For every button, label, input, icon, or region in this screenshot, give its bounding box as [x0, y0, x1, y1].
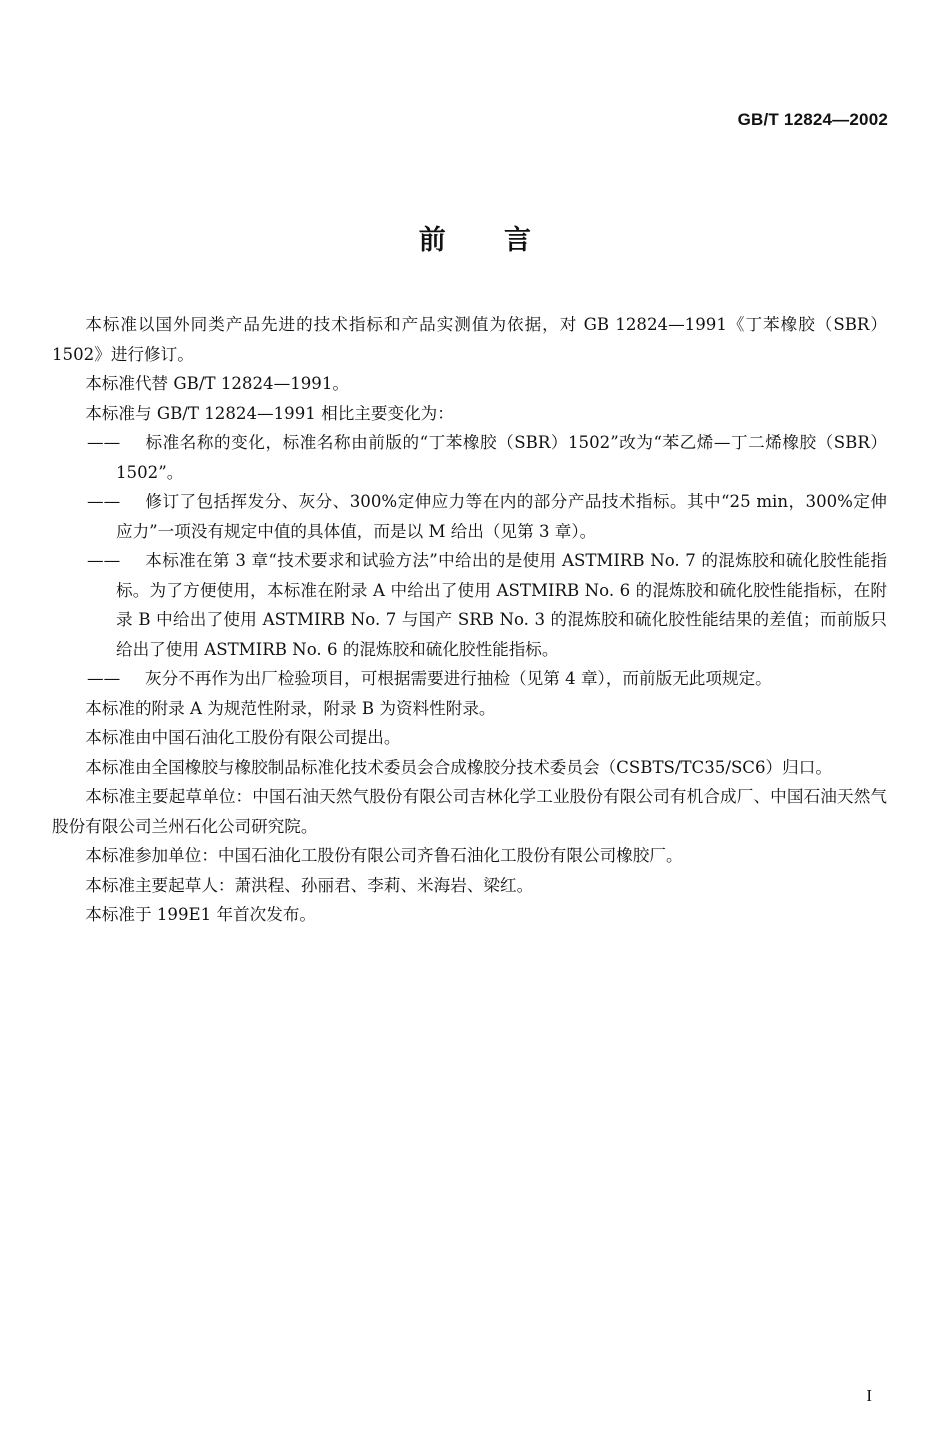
title-char-1: 前 — [418, 225, 446, 256]
paragraph-proposer: 本标准由中国石油化工股份有限公司提出。 — [85, 728, 401, 747]
title-char-2: 言 — [504, 225, 532, 256]
paragraph-basis: 本标准以国外同类产品先进的技术指标和产品实测值为依据，对 GB 12824—1991《丁苯橡胶（SBR）1502》进行修订。 — [52, 315, 887, 364]
change-item-text: 灰分不再作为出厂检验项目，可根据需要进行抽检（见第 4 章），而前版无此项规定。 — [145, 669, 772, 688]
change-item-text: 修订了包括挥发分、灰分、300%定伸应力等在内的部分产品技术指标。其中“25 min，300%定伸应力”一项没有规定中值的具体值，而是以 M 给出（见第 3 章）。 — [116, 492, 887, 541]
paragraph-participating-units: 本标准参加单位：中国石油化工股份有限公司齐鲁石油化工股份有限公司橡胶厂。 — [85, 846, 683, 865]
paragraph-committee: 本标准由全国橡胶与橡胶制品标准化技术委员会合成橡胶分技术委员会（CSBTS/TC35/SC6）归口。 — [85, 757, 832, 777]
paragraph-annexes: 本标准的附录 A 为规范性附录，附录 B 为资料性附录。 — [85, 698, 496, 718]
paragraph-replaces: 本标准代替 GB/T 12824—1991。 — [85, 374, 350, 393]
paragraph-first-release: 本标准于 199E1 年首次发布。 — [85, 905, 317, 924]
list-dash: —— — [87, 433, 121, 452]
standard-code: GB/T 12824—2002 — [737, 110, 888, 129]
change-item-4 — [52, 664, 887, 694]
change-item-3 — [52, 546, 887, 664]
change-item-2 — [52, 487, 887, 546]
list-dash: —— — [87, 551, 121, 570]
list-dash: —— — [87, 492, 121, 511]
change-item-1 — [52, 428, 887, 487]
page-title — [0, 218, 950, 257]
paragraph-drafters: 本标准主要起草人：萧洪程、孙丽君、李莉、米海岩、梁红。 — [85, 875, 534, 895]
paragraph-changes-intro: 本标准与 GB/T 12824—1991 相比主要变化为： — [85, 403, 454, 423]
change-item-text: 标准名称的变化，标准名称由前版的“丁苯橡胶（SBR）1502”改为“苯乙烯—丁二烯橡胶（SBR）1502”。 — [116, 433, 887, 482]
list-dash: —— — [87, 669, 121, 688]
foreword-body — [52, 310, 887, 930]
paragraph-drafting-units: 本标准主要起草单位：中国石油天然气股份有限公司吉林化学工业股份有限公司有机合成厂、中国石油天然气股份有限公司兰州石化公司研究院。 — [52, 787, 887, 836]
change-item-text: 本标准在第 3 章“技术要求和试验方法”中给出的是使用 ASTMIRB No. 7 的混炼胶和硫化胶性能指标。为了方便使用，本标准在附录 A 中给出了使用 ASTMIRB No. 6 的混炼胶和硫化胶性能指标，在附录 B 中给出了使用 ASTMIRB No. 7 与国产 SRB No. 3 的混炼胶和硫化胶性能结果的差值；而前版只给出了使用 ASTMIRB No. 6 的混炼胶和硫化胶性能指标。 — [116, 551, 887, 659]
page-number: I — [866, 1386, 872, 1405]
